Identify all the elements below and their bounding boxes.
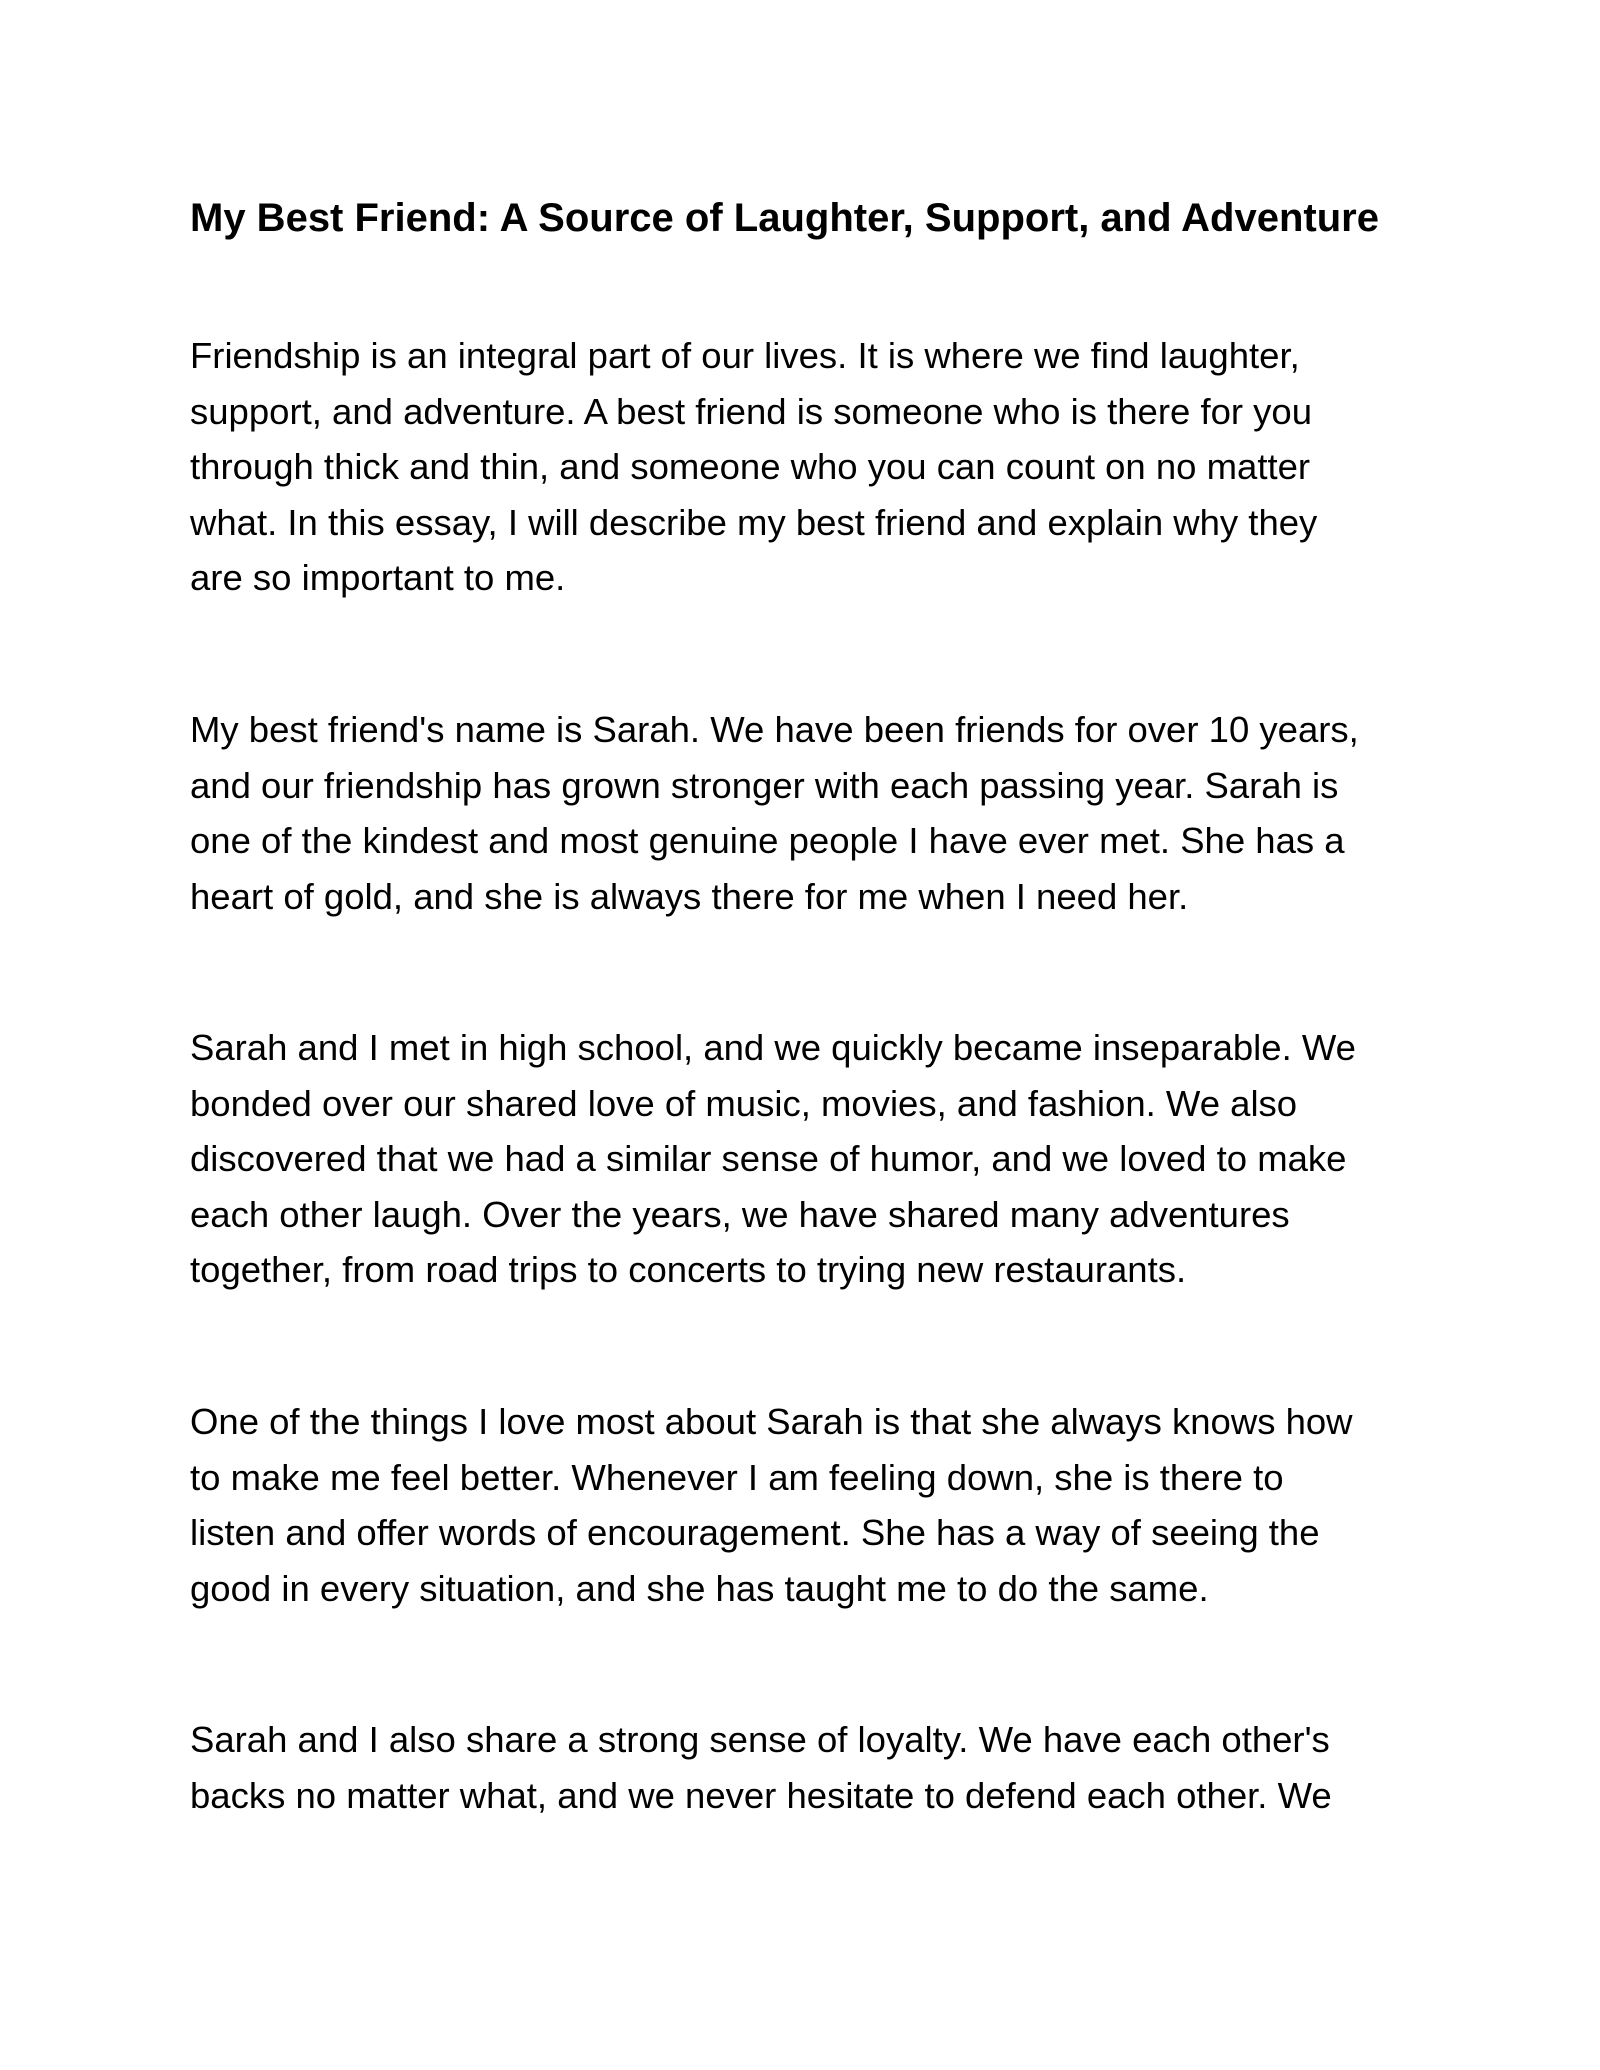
paragraph-line: each other laugh. Over the years, we have shared many adventures	[190, 1193, 1290, 1235]
paragraph-line: bonded over our shared love of music, movies, and fashion. We also	[190, 1082, 1298, 1124]
paragraph-loyalty	[190, 1712, 1430, 1823]
paragraph-how-we-met	[190, 1020, 1430, 1298]
paragraph-line: discovered that we had a similar sense of humor, and we loved to make	[190, 1138, 1347, 1179]
paragraph-line: One of the things I love most about Sarah is that she always knows how	[190, 1401, 1353, 1442]
paragraph-line: My best friend's name is Sarah. We have been friends for over 10 years,	[190, 709, 1359, 750]
paragraph-line: listen and offer words of encouragement. She has a way of seeing the	[190, 1512, 1320, 1553]
paragraph-line: heart of gold, and she is always there for me when I need her.	[190, 875, 1189, 917]
document-body	[190, 190, 1430, 1816]
paragraph-line: to make me feel better. Whenever I am feeling down, she is there to	[190, 1456, 1284, 1498]
paragraph-line: Sarah and I met in high school, and we quickly became inseparable. We	[190, 1027, 1356, 1068]
paragraph-line: support, and adventure. A best friend is someone who is there for you	[190, 390, 1313, 432]
paragraph-line: Friendship is an integral part of our lives. It is where we find laughter,	[190, 335, 1300, 376]
paragraph-line: one of the kindest and most genuine people I have ever met. She has a	[190, 820, 1345, 861]
paragraph-line: good in every situation, and she has taught me to do the same.	[190, 1567, 1209, 1609]
paragraph-line: together, from road trips to concerts to trying new restaurants.	[190, 1249, 1187, 1290]
paragraph-line: what. In this essay, I will describe my best friend and explain why they	[190, 501, 1318, 543]
paragraph-line: through thick and thin, and someone who you can count on no matter	[190, 446, 1311, 487]
paragraph-line: and our friendship has grown stronger with each passing year. Sarah is	[190, 764, 1339, 806]
paragraph-line: backs no matter what, and we never hesitate to defend each other. We	[190, 1774, 1332, 1816]
document-title: My Best Friend: A Source of Laughter, Support, and Adventure	[190, 196, 1379, 240]
paragraph-intro	[190, 328, 1430, 606]
paragraph-feel-better	[190, 1394, 1430, 1616]
paragraph-sarah-name	[190, 702, 1430, 924]
paragraph-line: Sarah and I also share a strong sense of loyalty. We have each other's	[190, 1719, 1330, 1760]
paragraph-line: are so important to me.	[190, 557, 566, 598]
